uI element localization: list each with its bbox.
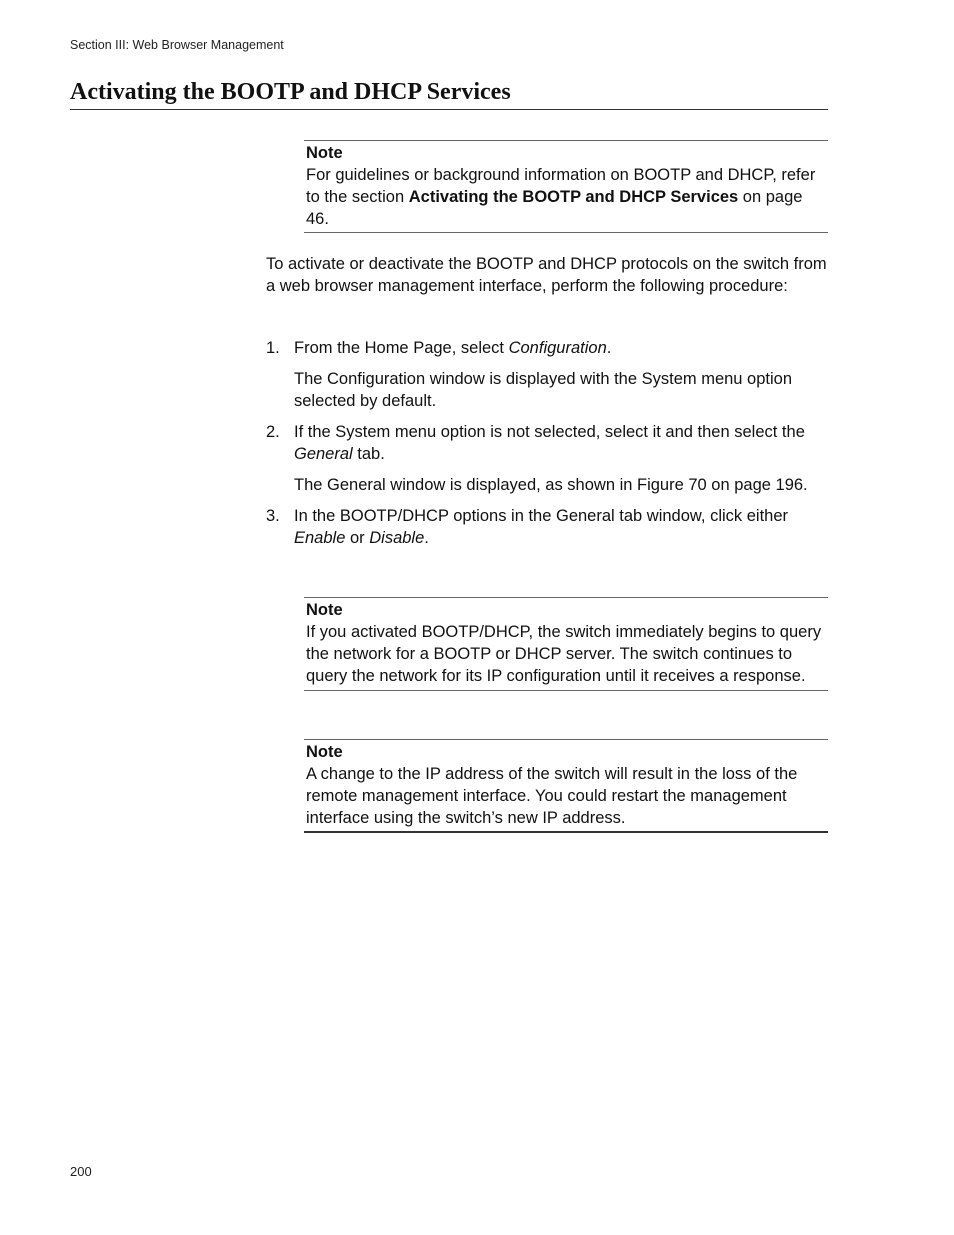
note-box xyxy=(304,140,828,233)
note-label: Note xyxy=(306,743,343,761)
note-label: Note xyxy=(306,601,343,619)
step-text-end: tab. xyxy=(352,445,385,463)
step-number: 1. xyxy=(266,339,280,357)
step-text: In the BOOTP/DHCP options in the General tab window, click either xyxy=(294,507,789,525)
step-number: 2. xyxy=(266,423,280,441)
step-text: If the System menu option is not selected, select it and then select the xyxy=(294,423,805,441)
note-text: A change to the IP address of the switch will result in the loss of the remote management interface. You could restart the management interface using the switch’s new IP address. xyxy=(306,765,798,827)
step-ui-term: Configuration xyxy=(508,339,607,357)
note-label: Note xyxy=(306,144,343,162)
page-number: 200 xyxy=(70,1164,92,1179)
cross-reference: Activating the BOOTP and DHCP Services xyxy=(408,188,739,206)
step-item xyxy=(266,421,828,496)
step-text-middle: or xyxy=(345,529,370,547)
note-text: If you activated BOOTP/DHCP, the switch immediately begins to query the network for a BOOTP or DHCP server. The switch continues to query the network for its IP configuration until it receives a response. xyxy=(306,623,822,685)
step-item xyxy=(266,337,828,412)
note-text: For guidelines or background information on BOOTP and DHCP, refer to the section xyxy=(306,166,816,206)
step-text-end: . xyxy=(424,529,429,547)
step-instruction xyxy=(294,337,828,359)
note-box xyxy=(304,739,828,833)
note-text-end: on page 46. xyxy=(306,188,803,228)
step-ui-term: Disable xyxy=(369,529,425,547)
step-ui-term: Enable xyxy=(294,529,346,547)
step-text: From the Home Page, select xyxy=(294,339,509,357)
step-item xyxy=(266,505,828,549)
procedure-steps xyxy=(266,337,828,549)
section-title: Activating the BOOTP and DHCP Services xyxy=(70,76,828,110)
step-text-end: . xyxy=(606,339,612,357)
running-header: Section III: Web Browser Management xyxy=(70,38,284,52)
step-result: The Configuration window is displayed with the System menu option selected by default. xyxy=(294,370,793,410)
step-instruction xyxy=(294,505,828,549)
step-number: 3. xyxy=(266,507,280,525)
step-ui-term: General xyxy=(294,445,353,463)
step-instruction xyxy=(294,421,828,465)
intro-paragraph: To activate or deactivate the BOOTP and DHCP protocols on the switch from a web browser management interface, perform the following procedure: xyxy=(266,255,827,295)
step-result: The General window is displayed, as shown in Figure 70 on page 196. xyxy=(294,476,808,494)
note-box xyxy=(304,597,828,691)
